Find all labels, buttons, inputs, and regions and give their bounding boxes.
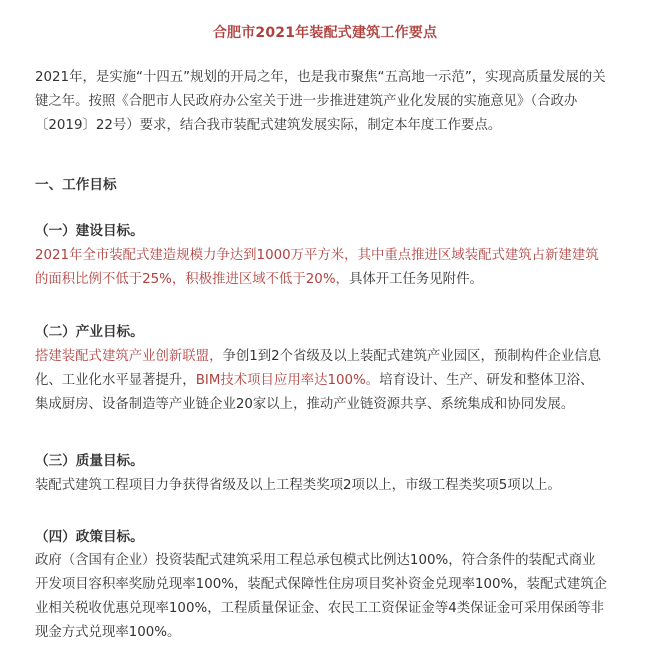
goal-heading-policy: （四）政策目标。 <box>35 529 144 545</box>
document-title: 合肥市2021年装配式建筑工作要点 <box>212 25 438 41</box>
body-text: 培育设计、生产、研发和整体卫浴、 <box>379 373 594 388</box>
intro-line: 键之年。按照《合肥市人民政府办公室关于进一步推进建筑产业化发展的实施意见》（合政办 <box>35 94 578 109</box>
body-text: 具体开工任务见附件。 <box>348 272 483 287</box>
goal-construction-paragraph <box>35 244 613 292</box>
intro-line: 2021年，是实施“十四五”规划的开局之年，也是我市聚焦“五高地一示范”，实现高质量发展的关 <box>35 70 606 85</box>
goal-heading-construction: （一）建设目标。 <box>35 223 144 239</box>
body-text: 装配式建筑工程项目力争获得省级及以上工程类奖项2项以上，市级工程类奖项5项以上。 <box>35 478 561 493</box>
highlight-text: BIM技术项目应用率达100%。 <box>195 373 380 388</box>
goal-quality-paragraph <box>35 474 613 498</box>
intro-paragraph <box>35 66 613 138</box>
goal-policy-paragraph <box>35 549 613 645</box>
section-heading-work-goals: 一、工作目标 <box>35 177 117 193</box>
body-text: 现金方式兑现率100%。 <box>35 625 181 640</box>
body-text: 化、工业化水平显著提升， <box>35 373 196 388</box>
goal-heading-industry: （二）产业目标。 <box>35 324 144 340</box>
goal-heading-quality: （三）质量目标。 <box>35 453 144 469</box>
highlight-text: 2021年全市装配式建造规模力争达到1000万平方米，其中重点推进区域装配式建筑占新建建筑 <box>35 248 599 263</box>
highlight-text: 搭建装配式建筑产业创新联盟， <box>35 349 223 364</box>
body-text: 开发项目容积率奖励兑现率100%，装配式保障性住房项目奖补资金兑现率100%，装配式建筑企 <box>35 577 608 592</box>
body-text: 政府（含国有企业）投资装配式建筑采用工程总承包模式比例达100%，符合条件的装配式商业 <box>35 553 596 568</box>
intro-line: 〔2019〕22号）要求，结合我市装配式建筑发展实际，制定本年度工作要点。 <box>35 118 502 133</box>
highlight-text: 的面积比例不低于25%，积极推进区域不低于20%， <box>35 272 349 287</box>
body-text: 业相关税收优惠兑现率100%，工程质量保证金、农民工工资保证金等4类保证金可采用保函等非 <box>35 601 605 616</box>
body-text: 集成厨房、设备制造等产业链企业20家以上，推动产业链资源共享、系统集成和协同发展。 <box>35 397 575 412</box>
goal-industry-paragraph <box>35 345 613 417</box>
body-text: 争创1到2个省级及以上装配式建筑产业园区，预制构件企业信息 <box>222 349 602 364</box>
